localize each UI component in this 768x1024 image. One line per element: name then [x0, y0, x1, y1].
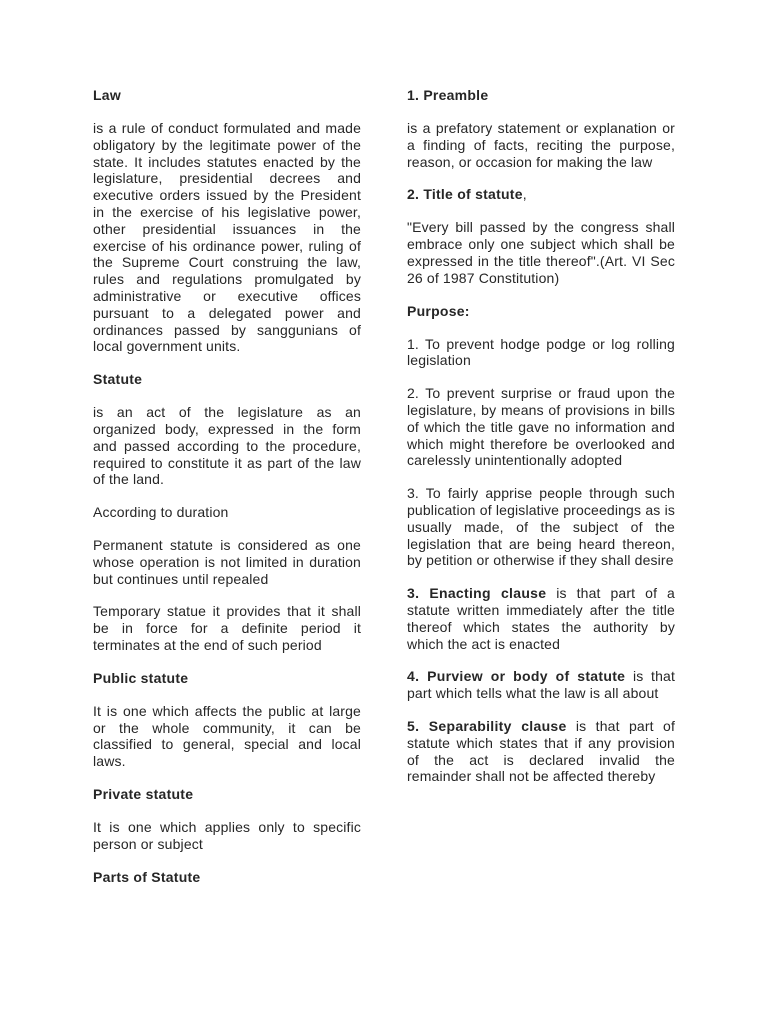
- purpose-item-1: 1. To prevent hodge podge or log rolling legislation: [407, 335, 675, 369]
- left-column: [93, 87, 361, 902]
- law-heading: Law: [93, 87, 121, 103]
- duration-label: According to duration: [93, 504, 229, 521]
- enacting-clause-paragraph: [407, 585, 675, 652]
- purpose-heading: Purpose:: [407, 302, 470, 319]
- temporary-statute-text: Temporary statue it provides that it shall be in force for a definite period it terminates at the end of such period: [93, 603, 361, 653]
- title-constitution-quote: "Every bill passed by the congress shall embrace only one subject which shall be expressed in the title thereof".(Art. VI Sec 26 of 1987 Constitution): [407, 219, 675, 286]
- title-of-statute-comma: ,: [522, 186, 527, 203]
- private-statute-text: It is one which applies only to specific person or subject: [93, 818, 361, 852]
- enacting-clause-label: 3. Enacting clause: [407, 585, 547, 602]
- permanent-statute-text: Permanent statute is considered as one whose operation is not limited in duration but continues until repealed: [93, 536, 361, 587]
- separability-clause-paragraph: [407, 718, 675, 785]
- separability-clause-label: 5. Separability clause: [407, 717, 567, 734]
- statute-heading: Statute: [93, 371, 143, 388]
- purpose-item-3: 3. To fairly apprise people through such publication of legislative proceedings as is usually made, of the subject of the legislation that are being heard thereon, by petition or otherwise if they shall desire: [407, 485, 675, 569]
- preamble-heading: 1. Preamble: [407, 87, 489, 103]
- statute-definition: is an act of the legislature as an organized body, expressed in the form and passed according to the procedure, required to constitute it as part of the law of the land.: [93, 404, 361, 488]
- title-of-statute-heading: [407, 186, 675, 203]
- purview-text: is that part which tells what the law is all about: [407, 668, 675, 702]
- purview-paragraph: [407, 668, 675, 702]
- parts-of-statute-heading: Parts of Statute: [93, 868, 201, 885]
- preamble-text: is a prefatory statement or explanation or a finding of facts, reciting the purpose, reason, or occasion for making the law: [407, 120, 675, 170]
- purpose-item-2: 2. To prevent surprise or fraud upon the legislature, by means of provisions in bills of which the title gave no information and which might therefore be overlooked and carelessly unintentionally adopted: [407, 385, 675, 469]
- right-column: [407, 87, 675, 801]
- separability-clause-text: is that part of statute which states that if any provision of the act is declared invalid the remainder shall not be affected thereby: [407, 717, 675, 785]
- title-of-statute-label: 2. Title of statute: [407, 186, 523, 203]
- law-definition: is a rule of conduct formulated and made obligatory by the legitimate power of the state. It includes statutes enacted by the legislature, presidential decrees and executive orders issued by the President in the exercise of his legislative power, other presidential issuances in the exercise of his ordinance power, ruling of the Supreme Court construing the law, rules and regulations promulgated by administrative or executive offices pursuant to a delegated power and ordinances passed by sanggunians of local government units.: [93, 120, 361, 355]
- public-statute-heading: Public statute: [93, 669, 189, 686]
- private-statute-heading: Private statute: [93, 785, 194, 802]
- enacting-clause-text: is that part of a statute written immediately after the title thereof which states the authority by which the act is enacted: [407, 585, 675, 652]
- public-statute-text: It is one which affects the public at large or the whole community, it can be classified to general, special and local laws.: [93, 702, 361, 770]
- purview-label: 4. Purview or body of statute: [407, 668, 626, 685]
